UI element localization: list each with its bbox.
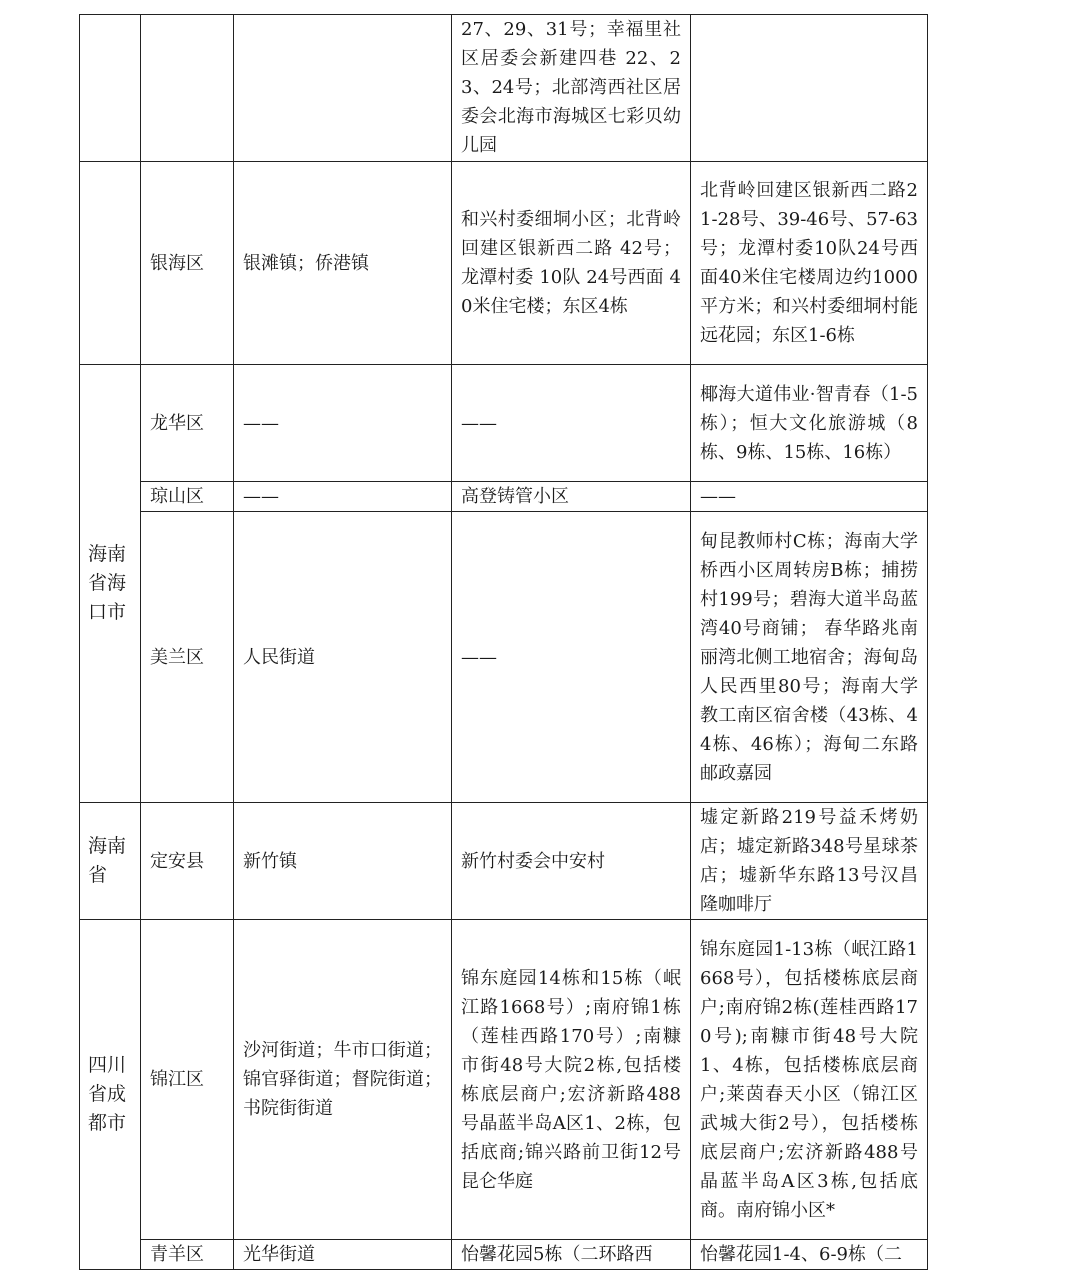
medium-risk-area-cell: 北背岭回建区银新西二路21-28号、39-46号、57-63号；龙潭村委10队24号西面40米住宅楼周边约1000平方米；和兴村委细垌村能远花园；东区1-6栋 [691,162,928,365]
province-cell [80,15,141,162]
street-cell: 新竹镇 [234,803,452,920]
medium-risk-area-cell: 墟定新路219号益禾烤奶店；墟定新路348号星球茶店；墟新华东路13号汉昌隆咖啡厅 [691,803,928,920]
district-cell: 青羊区 [141,1240,234,1270]
high-risk-area-cell: 和兴村委细垌小区；北背岭回建区银新西二路 42号；龙潭村委 10队 24号西面 40米住宅楼；东区4栋 [452,162,691,365]
table-row [80,482,928,512]
medium-risk-area-cell: 锦东庭园1-13栋（岷江路1668号），包括楼栋底层商户;南府锦2栋(莲桂西路170号);南糠市街48号大院1、4栋，包括楼栋底层商户;莱茵春天小区（锦江区武城大街2号），包括楼栋底层商户;宏济新路488号晶蓝半岛A区3栋,包括底商。南府锦小区* [691,920,928,1240]
table-row [80,365,928,482]
province-cell: 四川省成都市 [80,920,141,1270]
medium-risk-area-cell: 怡馨花园1-4、6-9栋（二 [691,1240,928,1270]
district-cell: 美兰区 [141,512,234,803]
high-risk-area-cell: 高登铸管小区 [452,482,691,512]
street-cell: 光华街道 [234,1240,452,1270]
district-cell: 定安县 [141,803,234,920]
street-cell: 人民街道 [234,512,452,803]
table-row [80,15,928,162]
medium-risk-area-cell [691,15,928,162]
risk-area-table [79,14,928,1270]
table-row [80,920,928,1240]
high-risk-area-cell: —— [452,365,691,482]
medium-risk-area-cell: 甸昆教师村C栋；海南大学桥西小区周转房B栋；捕捞村199号；碧海大道半岛蓝湾40号商铺； 春华路兆南丽湾北侧工地宿舍；海甸岛人民西里80号；海南大学教工南区宿舍楼（43栋、44栋、46栋）；海甸二东路邮政嘉园 [691,512,928,803]
province-cell [80,162,141,365]
high-risk-area-cell: 27、29、31号；幸福里社区居委会新建四巷 22、23、24号；北部湾西社区居委会北海市海城区七彩贝幼儿园 [452,15,691,162]
table-row [80,1240,928,1270]
district-cell: 龙华区 [141,365,234,482]
district-cell: 琼山区 [141,482,234,512]
street-cell: —— [234,482,452,512]
province-cell: 海南省 [80,803,141,920]
high-risk-area-cell: 锦东庭园14栋和15栋（岷江路1668号）;南府锦1栋（莲桂西路170号）;南糠市街48号大院2栋,包括楼栋底层商户;宏济新路488号晶蓝半岛A区1、2栋，包括底商;锦兴路前卫街12号昆仑华庭 [452,920,691,1240]
street-cell: 银滩镇；侨港镇 [234,162,452,365]
medium-risk-area-cell: —— [691,482,928,512]
medium-risk-area-cell: 椰海大道伟业·智青春（1-5栋）；恒大文化旅游城（8栋、9栋、15栋、16栋） [691,365,928,482]
district-cell [141,15,234,162]
district-cell: 银海区 [141,162,234,365]
district-cell: 锦江区 [141,920,234,1240]
high-risk-area-cell: —— [452,512,691,803]
street-cell: 沙河街道；牛市口街道；锦官驿街道；督院街道；书院街街道 [234,920,452,1240]
table-row [80,803,928,920]
table-row [80,512,928,803]
street-cell: —— [234,365,452,482]
table-row [80,162,928,365]
province-cell: 海南省海口市 [80,365,141,803]
high-risk-area-cell: 怡馨花园5栋（二环路西 [452,1240,691,1270]
high-risk-area-cell: 新竹村委会中安村 [452,803,691,920]
street-cell [234,15,452,162]
